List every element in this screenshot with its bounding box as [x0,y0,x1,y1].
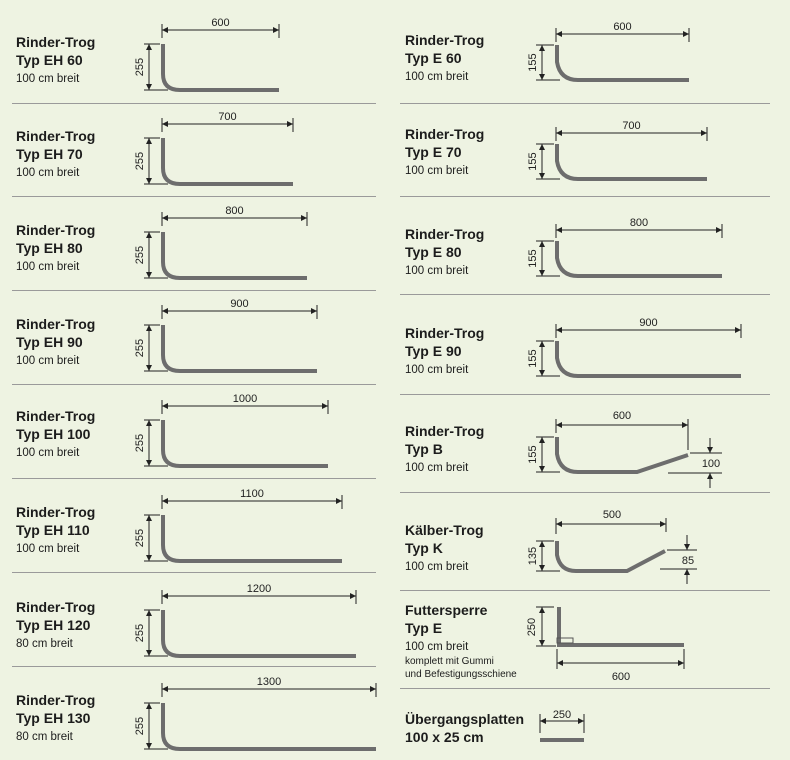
height-dimension-arrow-start [146,703,152,709]
entry-title: Rinder-Trog [405,423,485,439]
height-dimension-arrow-start [539,541,545,547]
separator-right [400,590,770,591]
uebergang-plate [540,738,584,742]
entry-width-note: 100 cm breit [405,462,469,474]
length-dimension-arrow-end [273,27,279,33]
entry-width-note: 100 cm breit [16,543,80,555]
futtersperre-height-dimension-arrow-end [539,640,545,646]
uebergang-length-label: 250 [552,709,572,721]
length-dimension-arrow-end [370,686,376,692]
entry-title: Rinder-Trog [405,126,485,142]
height-label: 255 [134,433,146,453]
height-label: 255 [134,151,146,171]
length-label: 1100 [240,488,264,500]
trough-profile [557,341,741,376]
height-label: 255 [134,716,146,736]
entry-title: Rinder-Trog [16,408,96,424]
separator-right [400,196,770,197]
entry-title: Rinder-Trog [16,504,96,520]
length-dimension-arrow-start [162,215,168,221]
entry-type: Typ B [405,441,443,457]
height-dimension-arrow-start [539,144,545,150]
height-dimension-arrow-start [146,232,152,238]
length-dimension-arrow-start [162,121,168,127]
separator-left [12,572,376,573]
height-dimension-arrow-start [146,420,152,426]
entry-width-note: 100 cm breit [16,73,80,85]
length-dimension-arrow-end [682,422,688,428]
height-dimension-arrow-end [539,74,545,80]
length-label: 900 [230,298,249,310]
entry-type: Typ EH 60 [16,52,83,68]
height-label: 255 [134,528,146,548]
entry-type: Typ E 80 [405,244,462,260]
entry-type: Typ EH 100 [16,426,91,442]
height-label: 255 [134,245,146,265]
rise-arrow [707,473,713,479]
length-label: 700 [218,111,237,123]
height-label: 255 [134,623,146,643]
futtersperre-post [557,607,561,645]
height-dimension-arrow-end [146,365,152,371]
height-dimension-arrow-end [539,565,545,571]
entry-type: Typ EH 120 [16,617,91,633]
entry-title: Rinder-Trog [16,222,96,238]
height-dimension-arrow-end [146,272,152,278]
separator-left [12,666,376,667]
entry-type: Typ EH 90 [16,334,83,350]
entry-width-note: 80 cm breit [16,731,73,743]
trough-profile [163,515,342,561]
trough-profile [163,703,376,749]
length-dimension-arrow-end [311,308,317,314]
height-dimension-arrow-end [146,84,152,90]
entry-width-note: 100 cm breit [16,167,80,179]
length-dimension-arrow-start [556,422,562,428]
height-label: 155 [527,445,539,464]
futtersperre-note-1: komplett mit Gummi [405,656,494,667]
height-dimension-arrow-end [146,555,152,561]
entry-title: Rinder-Trog [405,226,485,242]
length-label: 1200 [246,583,272,595]
height-dimension-arrow-end [539,270,545,276]
length-dimension-arrow-end [350,593,356,599]
length-label: 500 [602,509,622,521]
length-dimension-arrow-start [556,521,562,527]
entry-width-note: 100 cm breit [16,355,80,367]
entry-width-note: 100 cm breit [405,71,469,83]
futtersperre-length-label: 600 [611,671,631,683]
entry-title: Rinder-Trog [16,316,96,332]
uebergang-length-dimension-arrow-start [540,718,546,724]
height-dimension-arrow-start [539,241,545,247]
length-dimension-arrow-start [556,130,562,136]
separator-left [12,290,376,291]
length-dimension-arrow-start [556,31,562,37]
separator-left [12,478,376,479]
futtersperre-base [557,643,684,647]
height-dimension-arrow-end [146,743,152,749]
length-dimension-arrow-end [287,121,293,127]
rise-label: 85 [681,555,695,567]
futtersperre-length-dimension-arrow-start [557,660,563,666]
length-label: 600 [613,21,632,33]
trough-profile [557,541,665,571]
height-label: 155 [527,349,539,368]
length-dimension-arrow-start [162,498,168,504]
height-dimension-arrow-start [146,515,152,521]
entry-width-note: 100 cm breit [405,265,469,277]
length-label: 1300 [256,676,282,688]
height-label: 135 [527,546,539,566]
height-dimension-arrow-end [539,466,545,472]
length-dimension-arrow-start [556,227,562,233]
uebergang-title: Übergangsplatten [405,711,525,727]
length-label: 600 [211,17,230,29]
length-dimension-arrow-start [556,327,562,333]
height-dimension-arrow-start [146,44,152,50]
trough-profile [557,241,722,276]
futtersperre-type: Typ E [405,620,443,636]
entry-title: Rinder-Trog [405,325,485,341]
entry-type: Typ EH 110 [16,522,90,538]
separator-left [12,384,376,385]
entry-type: Typ E 60 [405,50,462,66]
length-dimension-arrow-end [660,521,666,527]
trough-profile [163,420,328,466]
length-dimension-arrow-end [735,327,741,333]
height-label: 155 [527,53,539,72]
height-dimension-arrow-start [539,437,545,443]
entry-width-note: 80 cm breit [16,638,73,650]
trough-profile [163,232,307,278]
entry-type: Typ EH 130 [16,710,91,726]
height-label: 255 [134,57,146,77]
height-label: 155 [527,249,539,268]
futtersperre-length-dimension-arrow-end [678,660,684,666]
separator-right [400,294,770,295]
trough-profile [163,325,317,371]
entry-title: Rinder-Trog [16,599,96,615]
uebergang-size: 100 x 25 cm [405,729,484,745]
length-label: 600 [612,410,632,422]
length-dimension-arrow-end [336,498,342,504]
uebergang-length-dimension-arrow-end [578,718,584,724]
length-dimension-arrow-start [162,27,168,33]
height-dimension-arrow-end [146,460,152,466]
length-dimension-arrow-end [701,130,707,136]
height-dimension-arrow-start [146,610,152,616]
length-dimension-arrow-end [716,227,722,233]
entry-title: Rinder-Trog [16,128,96,144]
length-dimension-arrow-end [683,31,689,37]
entry-title: Rinder-Trog [16,692,96,708]
trough-profile [163,610,356,656]
trough-profile [163,44,279,90]
entry-title: Kälber-Trog [405,522,484,538]
length-label: 900 [639,317,658,329]
length-dimension-arrow-end [301,215,307,221]
length-dimension-arrow-start [162,308,168,314]
length-dimension-arrow-start [162,686,168,692]
futtersperre-height-label: 250 [526,617,538,637]
entry-width-note: 100 cm breit [16,447,80,459]
futtersperre-note-2: und Befestigungsschiene [405,669,517,680]
trough-profile [557,144,707,179]
separator-left [12,103,376,104]
rise-arrow [684,544,690,550]
height-dimension-arrow-end [146,650,152,656]
separator-right [400,688,770,689]
rise-arrow [707,447,713,453]
separator-left [12,196,376,197]
height-dimension-arrow-end [539,173,545,179]
length-label: 800 [629,217,649,229]
separator-right [400,103,770,104]
entry-width-note: 100 cm breit [405,165,469,177]
entry-type: Typ K [405,540,443,556]
separator-right [400,492,770,493]
length-label: 800 [225,205,244,217]
height-label: 255 [134,338,146,358]
entry-width-note: 100 cm breit [405,561,469,573]
futtersperre-title: Futtersperre [405,602,488,618]
trough-profile [557,437,688,472]
length-label: 1000 [232,393,258,405]
height-label: 155 [527,152,539,171]
rise-arrow [684,569,690,575]
length-dimension-arrow-end [322,403,328,409]
entry-width-note: 100 cm breit [16,261,80,273]
height-dimension-arrow-end [539,370,545,376]
entry-type: Typ EH 80 [16,240,83,256]
height-dimension-arrow-start [146,325,152,331]
separator-right [400,394,770,395]
length-dimension-arrow-start [162,593,168,599]
trough-profile [557,45,689,80]
entry-width-note: 100 cm breit [405,364,469,376]
length-label: 700 [622,120,641,132]
rise-label: 100 [701,458,721,470]
entry-type: Typ E 90 [405,343,462,359]
trough-profile [163,138,293,184]
entry-title: Rinder-Trog [405,32,485,48]
futtersperre-height-dimension-arrow-start [539,607,545,613]
futtersperre-width-note: 100 cm breit [405,641,469,653]
entry-title: Rinder-Trog [16,34,96,50]
height-dimension-arrow-start [539,45,545,51]
height-dimension-arrow-start [146,138,152,144]
height-dimension-arrow-end [146,178,152,184]
entry-type: Typ EH 70 [16,146,83,162]
length-dimension-arrow-start [162,403,168,409]
height-dimension-arrow-start [539,341,545,347]
entry-type: Typ E 70 [405,144,462,160]
